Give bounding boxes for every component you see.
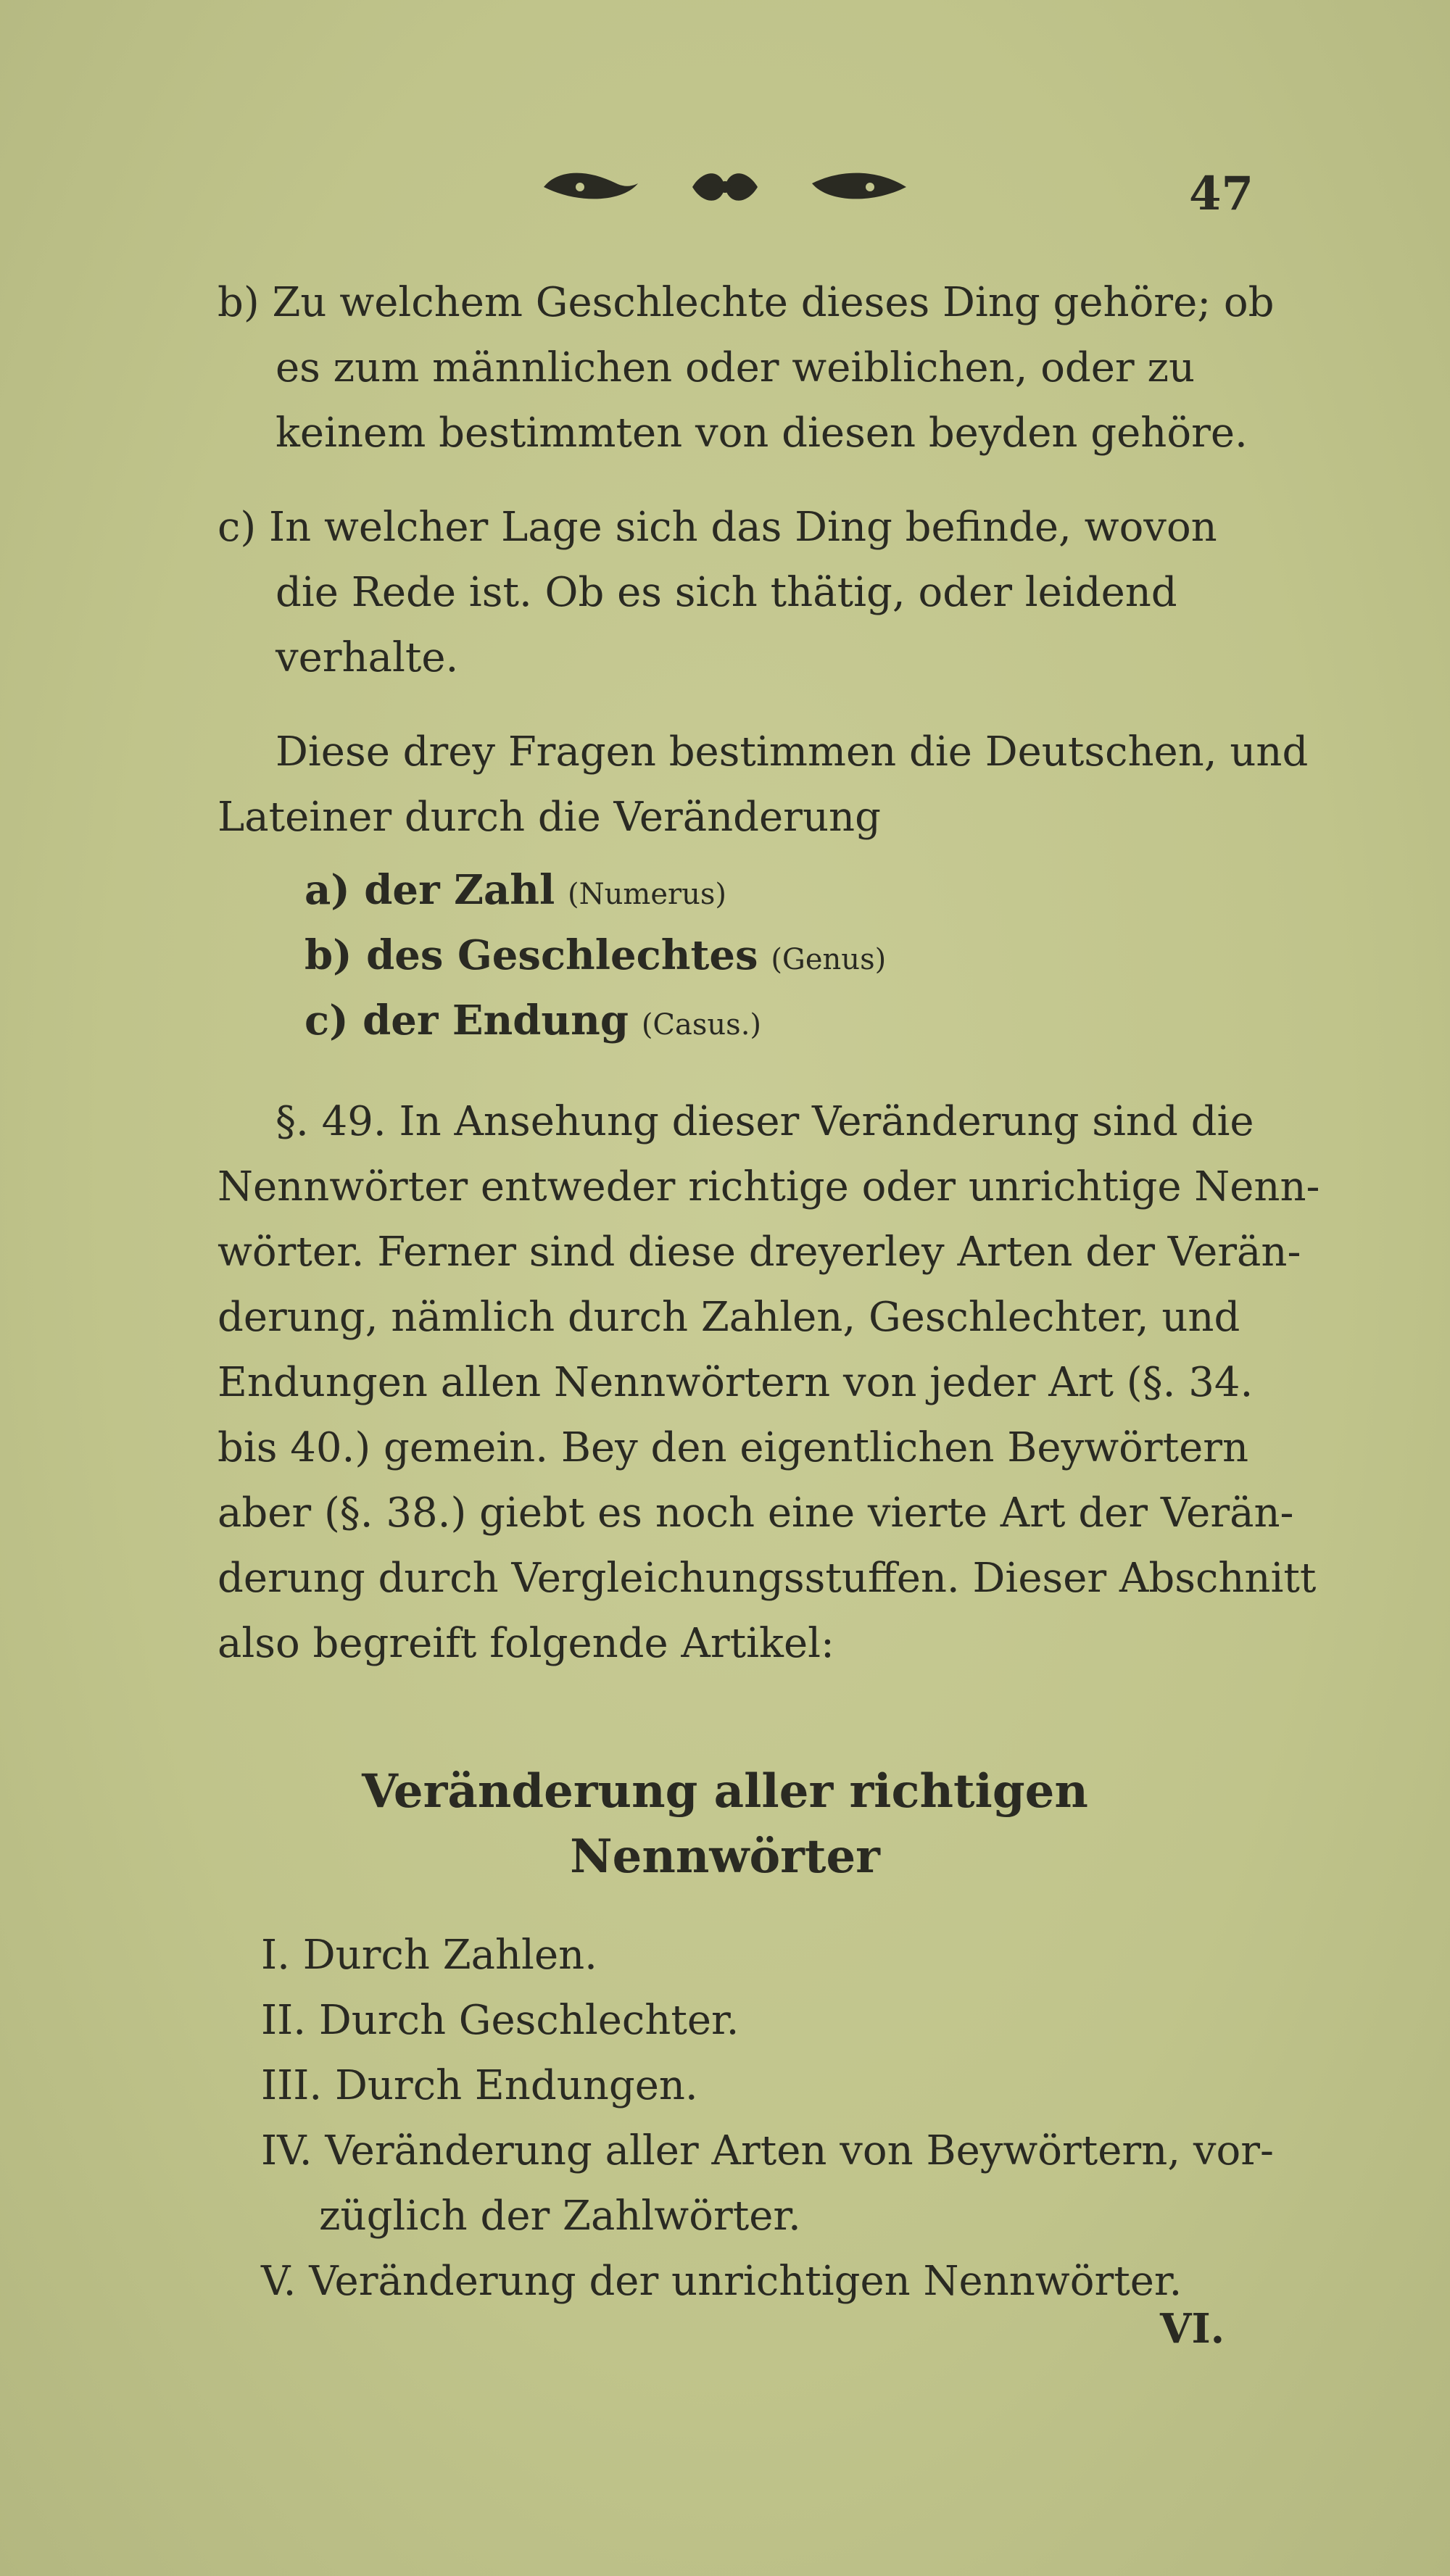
intro-line-1: Diese drey Fragen bestimmen die Deutschen, und (276, 728, 1309, 776)
list-item-zahl (304, 866, 727, 914)
section49-line-7: aber (§. 38.) giebt es noch eine vierte Art der Verän- (218, 1489, 1294, 1537)
list-item-latin: (Casus.) (641, 1008, 762, 1042)
intro-line-2: Lateiner durch die Veränderung (218, 794, 881, 841)
list-item-geschlechtes (304, 931, 887, 979)
paragraph-b-line-1: b) Zu welchem Geschlechte dieses Ding gehöre; ob (218, 279, 1275, 326)
list-item-label: b) des Geschlechtes (304, 931, 758, 979)
list-item-label: a) der Zahl (304, 866, 555, 914)
ornament-divider (536, 158, 914, 216)
section49-line-3: wörter. Ferner sind diese dreyerley Arten der Verän- (218, 1229, 1301, 1276)
article-5: V. Veränderung der unrichtigen Nennwörter. (261, 2258, 1182, 2305)
page-number: 47 (1189, 167, 1254, 221)
section49-line-5: Endungen allen Nennwörtern von jeder Art (§. 34. (218, 1359, 1254, 1406)
section49-line-9: also begreift folgende Artikel: (218, 1620, 834, 1667)
section-heading-line-2: Nennwörter (570, 1829, 880, 1884)
section49-line-1: §. 49. In Ansehung dieser Veränderung sind die (276, 1098, 1254, 1145)
list-item-latin: (Genus) (771, 943, 887, 976)
article-4: IV. Veränderung aller Arten von Beywörtern, vor- (261, 2127, 1274, 2174)
paragraph-b-line-2: es zum männlichen oder weiblichen, oder zu (276, 344, 1196, 391)
article-1: I. Durch Zahlen. (261, 1932, 597, 1979)
list-item-latin: (Numerus) (568, 878, 727, 911)
paragraph-b-line-3: keinem bestimmten von diesen beyden gehöre. (276, 410, 1248, 457)
list-item-label: c) der Endung (304, 997, 629, 1044)
section49-line-4: derung, nämlich durch Zahlen, Geschlechter, und (218, 1294, 1240, 1341)
paragraph-c-line-1: c) In welcher Lage sich das Ding befinde, wovon (218, 504, 1217, 551)
article-4-continued: züglich der Zahlwörter. (319, 2193, 801, 2240)
section49-line-8: derung durch Vergleichungsstuffen. Dieser Abschnitt (218, 1555, 1317, 1602)
article-3: III. Durch Endungen. (261, 2062, 698, 2109)
section-heading-line-1: Veränderung aller richtigen (362, 1764, 1088, 1819)
section49-line-6: bis 40.) gemein. Bey den eigentlichen Beywörtern (218, 1424, 1249, 1471)
section49-line-2: Nennwörter entweder richtige oder unrichtige Nenn- (218, 1163, 1320, 1210)
paragraph-c-line-2: die Rede ist. Ob es sich thätig, oder leidend (276, 569, 1177, 616)
catchword: VI. (1160, 2305, 1225, 2353)
list-item-endung (304, 997, 762, 1044)
article-2: II. Durch Geschlechter. (261, 1997, 740, 2044)
paragraph-c-line-3: verhalte. (276, 634, 459, 681)
